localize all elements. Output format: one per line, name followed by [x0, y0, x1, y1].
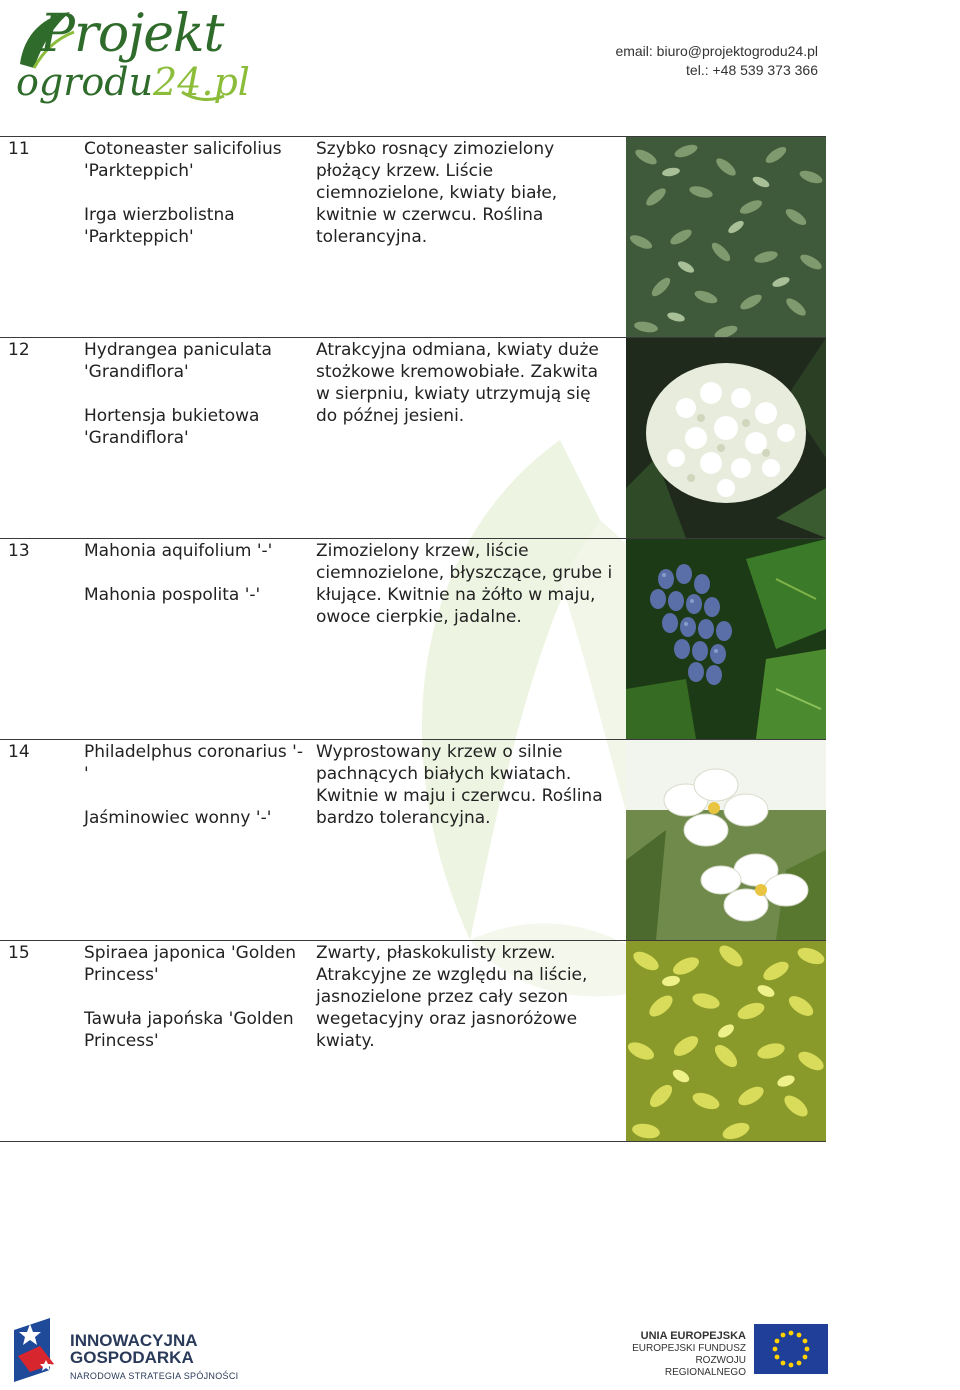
plant-names: [84, 741, 306, 851]
table-row: [0, 538, 826, 739]
plant-description: Atrakcyjna odmiana, kwiaty duże stożkowe kremowobiałe. Zakwita w sierpniu, kwiaty utrzymują się do późnej jesieni.: [316, 340, 599, 426]
eu-line1: UNIA EUROPEJSKA: [640, 1330, 746, 1342]
latin-name: Philadelphus coronarius '-': [84, 742, 303, 784]
plant-description: Szybko rosnący zimozielony płożący krzew. Liście ciemnozielone, kwiaty białe, kwitnie w czerwcu. Roślina tolerancyjna.: [316, 139, 558, 247]
latin-name: Hydrangea paniculata 'Grandiflora': [84, 340, 272, 382]
latin-name: Cotoneaster salicifolius 'Parkteppich': [84, 139, 282, 181]
row-number: 12: [8, 340, 30, 360]
table-row: [0, 940, 826, 1142]
logo-text-ogrodu-word: ogrodu: [16, 60, 154, 104]
plant-names: [84, 138, 306, 270]
table-row: [0, 337, 826, 538]
footer-ig-line2: GOSPODARKA: [70, 1348, 194, 1367]
plant-photo-mahonia: [626, 539, 826, 739]
plant-names: [84, 540, 306, 628]
footer-ig-line1: INNOWACYJNA: [70, 1331, 198, 1350]
polish-name: Irga wierzbolistna 'Parkteppich': [84, 205, 235, 247]
polish-name: Tawuła japońska 'Golden Princess': [84, 1009, 294, 1051]
plant-photo-philadelphus: [626, 740, 826, 940]
row-number: 11: [8, 139, 30, 159]
plant-description: Wyprostowany krzew o silnie pachnących białych kwiatach. Kwitnie w maju i czerwcu. Roślina bardzo tolerancyjna.: [316, 742, 603, 828]
star-flag-icon: [10, 1316, 66, 1386]
table-row: [0, 136, 826, 337]
polish-name: Mahonia pospolita '-': [84, 585, 261, 605]
email-text[interactable]: email: biuro@projektogrodu24.pl: [615, 43, 818, 59]
polish-name: Jaśminowiec wonny '-': [84, 808, 272, 828]
logo-text-projekt: Projekt: [40, 4, 224, 64]
eu-line2: EUROPEJSKI FUNDUSZ: [632, 1343, 746, 1354]
polish-name: Hortensja bukietowa 'Grandiflora': [84, 406, 260, 448]
plant-table: [0, 136, 826, 1142]
eu-line3: ROZWOJU REGIONALNEGO: [664, 1355, 746, 1378]
plant-description: Zimozielony krzew, liście ciemnozielone, błyszczące, grube i kłujące. Kwitnie na żółto w maju, owoce cierpkie, jadalne.: [316, 541, 613, 627]
plant-names: [84, 942, 306, 1074]
contact-info: [615, 42, 818, 80]
plant-photo-hydrangea: [626, 338, 826, 538]
eu-flag-icon: [754, 1324, 828, 1374]
innowacyjna-gospodarka-logo: [10, 1316, 240, 1386]
plant-photo-spiraea: [626, 941, 826, 1141]
plant-photo-cotoneaster: [626, 137, 826, 337]
logo-text-tld: 24.pl: [153, 60, 250, 104]
logo-text-ogrodu: [16, 60, 250, 104]
phone-text[interactable]: tel.: +48 539 373 366: [686, 62, 818, 78]
table-row: [0, 739, 826, 940]
row-number: 13: [8, 541, 30, 561]
row-number: 15: [8, 943, 30, 963]
latin-name: Mahonia aquifolium '-': [84, 541, 273, 561]
footer-ig-subtitle: NARODOWA STRATEGIA SPÓJNOŚCI: [70, 1371, 239, 1381]
plant-description: Zwarty, płaskokulisty krzew. Atrakcyjne ze względu na liście, jasnozielone przez cały sezon wegetacyjny oraz jasnoróżowe kwiaty.: [316, 943, 588, 1051]
eu-logo: [616, 1324, 830, 1380]
row-number: 14: [8, 742, 30, 762]
plant-names: [84, 339, 306, 471]
eu-text: [616, 1330, 746, 1379]
latin-name: Spiraea japonica 'Golden Princess': [84, 943, 296, 985]
brand-logo[interactable]: [14, 4, 250, 116]
footer-innowacyjna-title: [70, 1332, 198, 1366]
